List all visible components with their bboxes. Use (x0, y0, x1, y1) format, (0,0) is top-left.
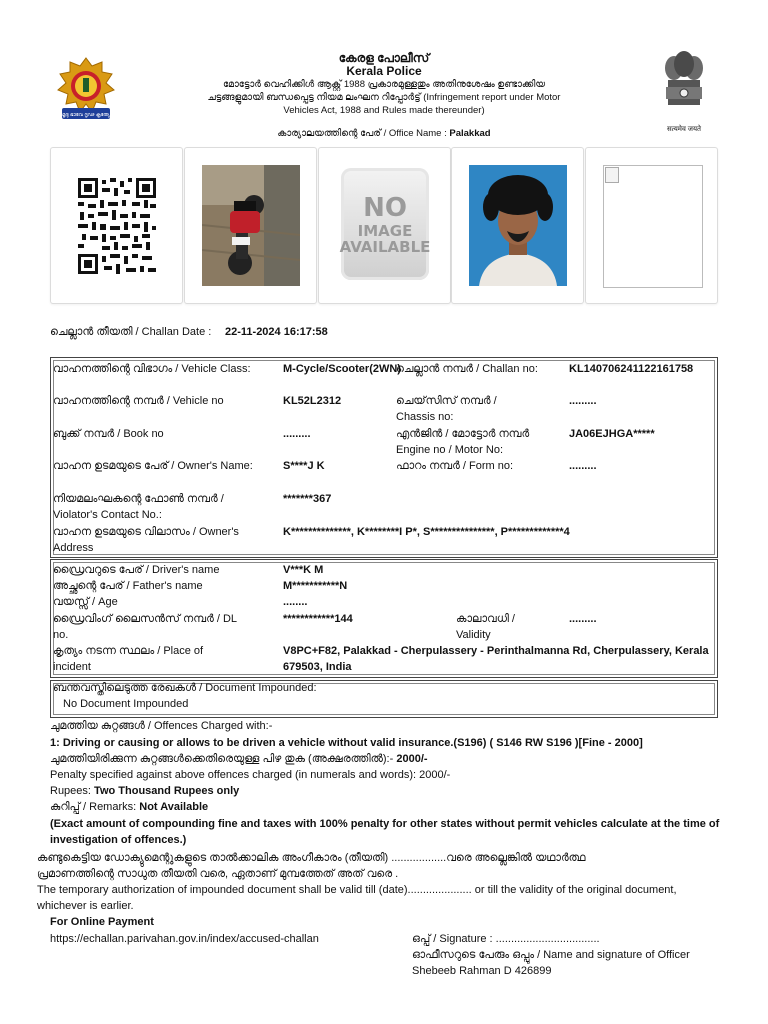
broken-image-frame (603, 165, 703, 288)
owner-name-value: S****J K (283, 460, 325, 472)
penalty-ml: ചുമത്തിയിരിക്കുന്ന കുറ്റങ്ങൾക്കെതിരെയുള്ള പിഴ തുക (അക്ഷരത്തിൽ):- 2000/- (50, 753, 428, 765)
subtitle-line-2: ചട്ടങ്ങളുമായി ബന്ധപ്പെട്ട നിയമ ലംഘന റിപ്പോർട്ട് (Infringement report under Motor (207, 92, 561, 103)
validity-value: ......... (569, 613, 597, 625)
office-value: Palakkad (449, 128, 491, 139)
broken-image-card[interactable] (585, 147, 718, 304)
compounding-note: (Exact amount of compounding fine and taxes with 100% penalty for other states without permit vehicles calculate at the time of investigation of offences.) (50, 818, 720, 846)
book-no-label: ബുക്ക് നമ്പർ / Book no (53, 428, 164, 440)
engine-no-label: എൻജിൻ / മോട്ടോർ നമ്പർ Engine no / Motor No: (396, 428, 530, 456)
temp-auth-ml: കണ്ടുകെട്ടിയ ഡോക്യുമെന്റുകളുടെ താൽക്കാലിക അംഗീകാരം (തീയതി) ..................വരെ അല്ലെങ്കിൽ യഥാർത്ഥ പ്രമാണത്തിന്റെ സാധുത തീയതി വരെ, ഏതാണ് മുമ്പത്തേത് അത് വരെ . (37, 852, 586, 880)
age-label: വയസ്സ് / Age (53, 596, 118, 608)
subtitle-line-1: മോട്ടോർ വെഹിക്കിൾ ആക്റ്റ് 1988 പ്രകാരമുള്ളതും അതിനുശേഷം ഉണ്ടാക്കിയ (222, 79, 546, 90)
documents-label: ബന്തവസ്തിലെടുത്ത രേഖകൾ / Document Impounded: (53, 682, 317, 694)
rupees-row: Rupees: Two Thousand Rupees only (50, 785, 240, 797)
chassis-no-label: ചെയ്‌സിസ് നമ്പർ / Chassis no: (396, 395, 497, 423)
engine-no-value: JA06EJHGA***** (569, 428, 655, 440)
offences-label: ചുമത്തിയ കുറ്റങ്ങൾ / Offences Charged with:- (50, 720, 273, 732)
place-label: കൃത്യം നടന്ന സ്ഥലം / Place of incident (53, 645, 204, 673)
form-no-value: ......... (569, 460, 597, 472)
driver-details-table (50, 559, 718, 678)
driver-name-value: V***K M (283, 564, 324, 576)
offence-item-1: 1: Driving or causing or allows to be driven a vehicle without valid insurance.(S196) ( S146 RW S196 )[Fine - 2000] (50, 737, 643, 749)
vehicle-details-table (50, 357, 718, 558)
officer-value: Shebeeb Rahman D 426899 (412, 965, 552, 977)
place-value: V8PC+F82, Palakkad - Cherpulassery - Perinthalmanna Rd, Cherpulassery, Kerala 679503, India (283, 645, 709, 673)
validity-label: കാലാവധി / Validity (456, 613, 515, 641)
online-payment-label: For Online Payment (50, 916, 154, 928)
owner-address-value: K**************, K********I P*, S***************, P*************4 (283, 526, 570, 538)
title-en: Kerala Police (346, 64, 422, 78)
vehicle-no-value: KL52L2312 (283, 395, 342, 407)
office-name: കാര്യാലയത്തിന്റെ പേര് / Office Name : Palakkad (277, 128, 491, 139)
officer-label: ഓഫീസറുടെ പേരും ഒപ്പും / Name and signature of Officer (412, 949, 690, 961)
no-image-line-3: AVAILABLE (339, 238, 431, 256)
vehicle-no-label: വാഹനത്തിന്റെ നമ്പർ / Vehicle no (53, 395, 224, 407)
dl-no-value: ************144 (283, 613, 353, 625)
vehicle-class-label: വാഹനത്തിന്റെ വിഭാഗം / Vehicle Class: (53, 363, 251, 375)
kerala-police-logo (56, 56, 116, 122)
vehicle-class-value: M-Cycle/Scooter(2WN) (283, 363, 401, 375)
driver-photo (469, 165, 567, 286)
subtitle-line-3: Vehicles Act, 1988 and Rules made thereunder) (283, 105, 485, 116)
father-name-value: M***********N (283, 580, 348, 592)
qr-code-icon (78, 178, 156, 274)
remarks-row: കുറിപ്പ് / Remarks: Not Available (50, 801, 209, 813)
challan-date-label: ചെല്ലാൻ തീയതി / Challan Date : (50, 326, 212, 338)
documents-impounded-box (50, 680, 718, 718)
payment-url-link[interactable]: https://echallan.parivahan.gov.in/index/accused-challan (50, 933, 319, 945)
qr-card[interactable] (50, 147, 183, 304)
broken-image-icon (605, 167, 619, 183)
logo-motto: മൃദു ഭാവേ ദൃഢ കൃത്യേ (62, 112, 110, 118)
emblem-caption: सत्यमेव जयते (666, 126, 702, 133)
challan-no-label: ചെല്ലാൻ നമ്പർ / Challan no: (396, 363, 538, 375)
owner-name-label: വാഹന ഉടമയുടെ പേര് / Owner's Name: (53, 460, 253, 472)
dl-no-label: ഡ്രൈവിംഗ് ലൈസൻസ് നമ്പർ / DL no. (53, 613, 237, 641)
no-image-line-1: NO (363, 193, 407, 223)
owner-address-label: വാഹന ഉടമയുടെ വിലാസം / Owner's Address (53, 526, 239, 554)
form-no-label: ഫാറം നമ്പർ / Form no: (396, 460, 513, 472)
no-image-line-2: IMAGE (357, 222, 413, 240)
book-no-value: ......... (283, 428, 311, 440)
chassis-no-value: ......... (569, 395, 597, 407)
violator-contact-label: നിയമലംഘകന്റെ ഫോൺ നമ്പർ / Violator's Contact No.: (53, 493, 224, 521)
violator-contact-value: *******367 (283, 493, 332, 505)
age-value: ........ (283, 596, 308, 608)
temp-auth-en: The temporary authorization of impounded document shall be valid till (date)..................... or till the validity of the original document, whichever is earlier. (37, 884, 677, 912)
title-ml: കേരള പോലീസ് (338, 51, 430, 65)
national-emblem (658, 50, 710, 132)
driver-photo-card[interactable] (451, 147, 584, 304)
challan-no-value: KL140706241122161758 (569, 363, 694, 375)
documents-value: No Document Impounded (63, 698, 189, 710)
evidence-cards (50, 147, 718, 304)
no-image-placeholder (341, 168, 429, 280)
no-image-card[interactable] (318, 147, 451, 304)
father-name-label: അച്ഛന്റെ പേര് / Father's name (53, 580, 203, 592)
page-header (150, 52, 618, 117)
penalty-en: Penalty specified against above offences charged (in numerals and words): 2000/- (50, 769, 451, 781)
signature-label: ഒപ്പ് / Signature : .................................. (412, 933, 600, 945)
vehicle-photo-card[interactable] (184, 147, 317, 304)
vehicle-photo (202, 165, 300, 286)
driver-name-label: ഡ്രൈവറുടെ പേര് / Driver's name (53, 564, 220, 576)
challan-date-value: 22-11-2024 16:17:58 (225, 326, 328, 338)
